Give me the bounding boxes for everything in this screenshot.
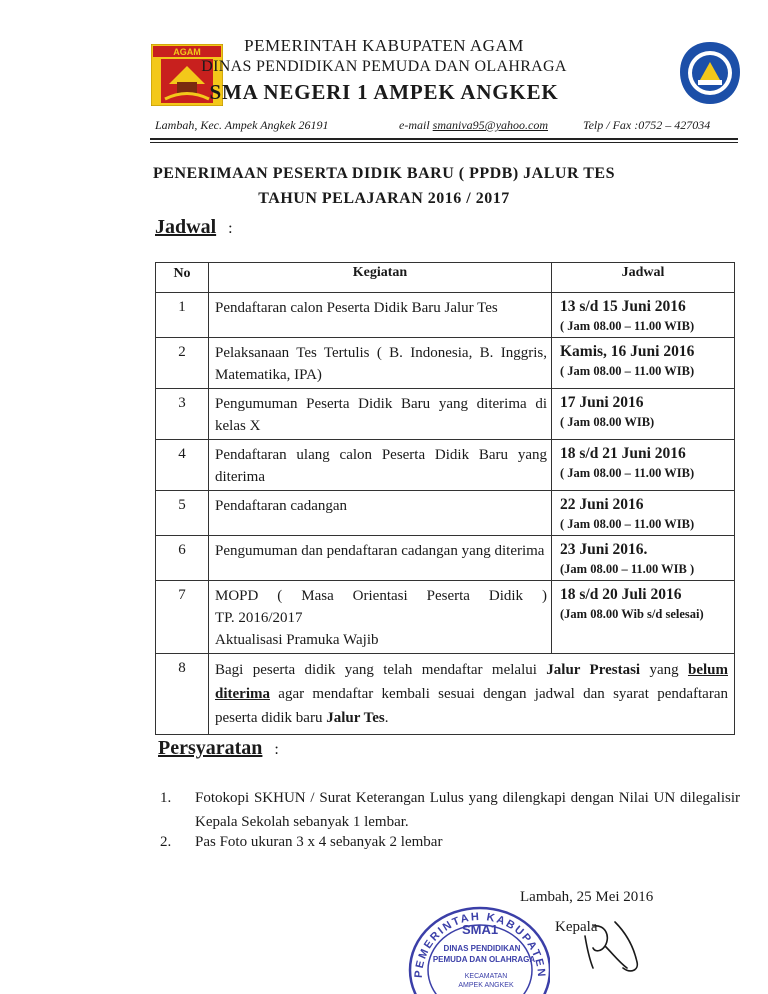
persyaratan-heading bbox=[158, 737, 279, 760]
table-row bbox=[156, 491, 735, 536]
note-text: yang bbox=[640, 662, 688, 678]
signature bbox=[575, 918, 645, 978]
header-address: Lambah, Kec. Ampek Angkek 26191 bbox=[155, 118, 329, 132]
table-row bbox=[156, 536, 735, 581]
email-label: e-mail bbox=[399, 118, 430, 132]
row-schedule bbox=[552, 440, 735, 491]
schedule-time: ( Jam 08.00 – 11.00 WIB) bbox=[560, 319, 695, 333]
row-number: 5 bbox=[156, 491, 209, 536]
jadwal-heading-colon: : bbox=[228, 220, 233, 237]
schedule-date: Kamis, 16 Juni 2016 bbox=[560, 343, 695, 360]
row-number: 3 bbox=[156, 389, 209, 440]
note-jalur-prestasi: Jalur Prestasi bbox=[546, 662, 641, 678]
requirement-text: Pas Foto ukuran 3 x 4 sebanyak 2 lembar bbox=[195, 834, 443, 850]
table-row bbox=[156, 581, 735, 654]
schedule-time: ( Jam 08.00 – 11.00 WIB) bbox=[560, 466, 695, 480]
row-number: 8 bbox=[156, 654, 209, 735]
table-row bbox=[156, 293, 735, 338]
schedule-date: 13 s/d 15 Juni 2016 bbox=[560, 298, 686, 315]
row-activity: Pengumuman Peserta Didik Baru yang diterima di kelas X bbox=[209, 389, 552, 440]
stamp-line: PEMUDA DAN OLAHRAGA bbox=[432, 955, 536, 964]
row-activity: Pelaksanaan Tes Tertulis ( B. Indonesia, B. Inggris, Matematika, IPA) bbox=[209, 338, 552, 389]
schedule-time: (Jam 08.00 – 11.00 WIB ) bbox=[560, 562, 695, 576]
activity-line: Aktualisasi Pramuka Wajib bbox=[215, 632, 379, 648]
schedule-date: 18 s/d 21 Juni 2016 bbox=[560, 445, 686, 462]
schedule-date: 23 Juni 2016. bbox=[560, 541, 648, 558]
schedule-date: 18 s/d 20 Juli 2016 bbox=[560, 586, 682, 603]
row-note bbox=[209, 654, 735, 735]
schedule-time: (Jam 08.00 Wib s/d selesai) bbox=[560, 607, 704, 621]
table-row bbox=[156, 440, 735, 491]
row-activity bbox=[209, 581, 552, 654]
header-rule-thick bbox=[150, 138, 738, 140]
stamp-ring-text: PEMERINTAH KABUPATEN bbox=[412, 910, 548, 979]
note-text: . bbox=[384, 710, 389, 726]
note-belum-diterima: belum diterima bbox=[215, 662, 728, 702]
row-schedule bbox=[552, 293, 735, 338]
row-number: 4 bbox=[156, 440, 209, 491]
row-activity: Pendaftaran ulang calon Peserta Didik Baru yang diterima bbox=[209, 440, 552, 491]
table-row bbox=[156, 389, 735, 440]
note-text: agar mendaftar kembali sesuai dengan jadwal dan syarat pendaftaran peserta didik baru bbox=[215, 686, 728, 726]
schedule-date: 22 Juni 2016 bbox=[560, 496, 644, 513]
header-government: PEMERINTAH KABUPATEN AGAM bbox=[244, 36, 524, 55]
activity-line: TP. 2016/2017 bbox=[215, 610, 303, 626]
document-title: PENERIMAAN PESERTA DIDIK BARU ( PPDB) JALUR TES bbox=[153, 165, 615, 182]
requirement-number: 1. bbox=[160, 790, 172, 806]
activity-line: MOPD ( Masa Orientasi Peserta Didik ) bbox=[215, 588, 547, 604]
table-header-row bbox=[156, 263, 735, 293]
header-phone: Telp / Fax :0752 – 427034 bbox=[583, 118, 711, 132]
row-activity: Pendaftaran cadangan bbox=[209, 491, 552, 536]
row-schedule bbox=[552, 389, 735, 440]
note-text: Bagi peserta didik yang telah mendaftar melalui bbox=[215, 662, 547, 678]
row-number: 2 bbox=[156, 338, 209, 389]
email-link[interactable]: smaniva95@yahoo.com bbox=[432, 118, 549, 132]
note-jalur-tes: Jalur Tes bbox=[326, 710, 385, 726]
schedule-time: ( Jam 08.00 – 11.00 WIB) bbox=[560, 517, 695, 531]
requirement-number: 2. bbox=[160, 834, 172, 850]
logo-text: AGAM bbox=[173, 47, 201, 57]
signatory-role: Kepala bbox=[555, 919, 598, 935]
stamp-line: KECAMATAN bbox=[464, 973, 508, 980]
persyaratan-heading-colon: : bbox=[274, 741, 279, 758]
schedule-time: ( Jam 08.00 – 11.00 WIB) bbox=[560, 364, 695, 378]
document-subtitle: TAHUN PELAJARAN 2016 / 2017 bbox=[258, 190, 510, 207]
row-number: 7 bbox=[156, 581, 209, 654]
row-number: 6 bbox=[156, 536, 209, 581]
schedule-date: 17 Juni 2016 bbox=[560, 394, 644, 411]
jadwal-heading bbox=[155, 216, 233, 239]
stamp-line: DINAS PENDIDIKAN bbox=[443, 944, 521, 953]
row-schedule bbox=[552, 536, 735, 581]
row-schedule bbox=[552, 581, 735, 654]
header-school-name: SMA NEGERI 1 AMPEK ANGKEK bbox=[209, 80, 559, 104]
col-jadwal-header: Jadwal bbox=[552, 263, 735, 293]
persyaratan-heading-text: Persyaratan bbox=[158, 737, 263, 759]
requirement-text: Fotokopi SKHUN / Surat Keterangan Lulus yang dilengkapi dengan Nilai UN dilegalisir Kepala Sekolah sebanyak 1 lembar. bbox=[195, 790, 740, 830]
row-activity: Pengumuman dan pendaftaran cadangan yang diterima bbox=[209, 536, 552, 581]
col-no-header: No bbox=[156, 263, 209, 293]
header-email bbox=[399, 118, 548, 133]
stamp-center-text: SMA1 bbox=[461, 922, 499, 937]
row-activity: Pendaftaran calon Peserta Didik Baru Jalur Tes bbox=[209, 293, 552, 338]
header-department: DINAS PENDIDIKAN PEMUDA DAN OLAHRAGA bbox=[201, 58, 567, 75]
schedule-table bbox=[155, 262, 735, 735]
stamp-line: AMPEK ANGKEK bbox=[458, 982, 514, 989]
place-date: Lambah, 25 Mei 2016 bbox=[520, 889, 654, 905]
header-rule-thin bbox=[150, 142, 738, 143]
row-schedule bbox=[552, 338, 735, 389]
col-kegiatan-header: Kegiatan bbox=[209, 263, 552, 293]
jadwal-heading-text: Jadwal bbox=[155, 216, 217, 238]
row-number: 1 bbox=[156, 293, 209, 338]
schedule-time: ( Jam 08.00 WIB) bbox=[560, 415, 655, 429]
table-row bbox=[156, 338, 735, 389]
row-schedule bbox=[552, 491, 735, 536]
table-row bbox=[156, 654, 735, 735]
